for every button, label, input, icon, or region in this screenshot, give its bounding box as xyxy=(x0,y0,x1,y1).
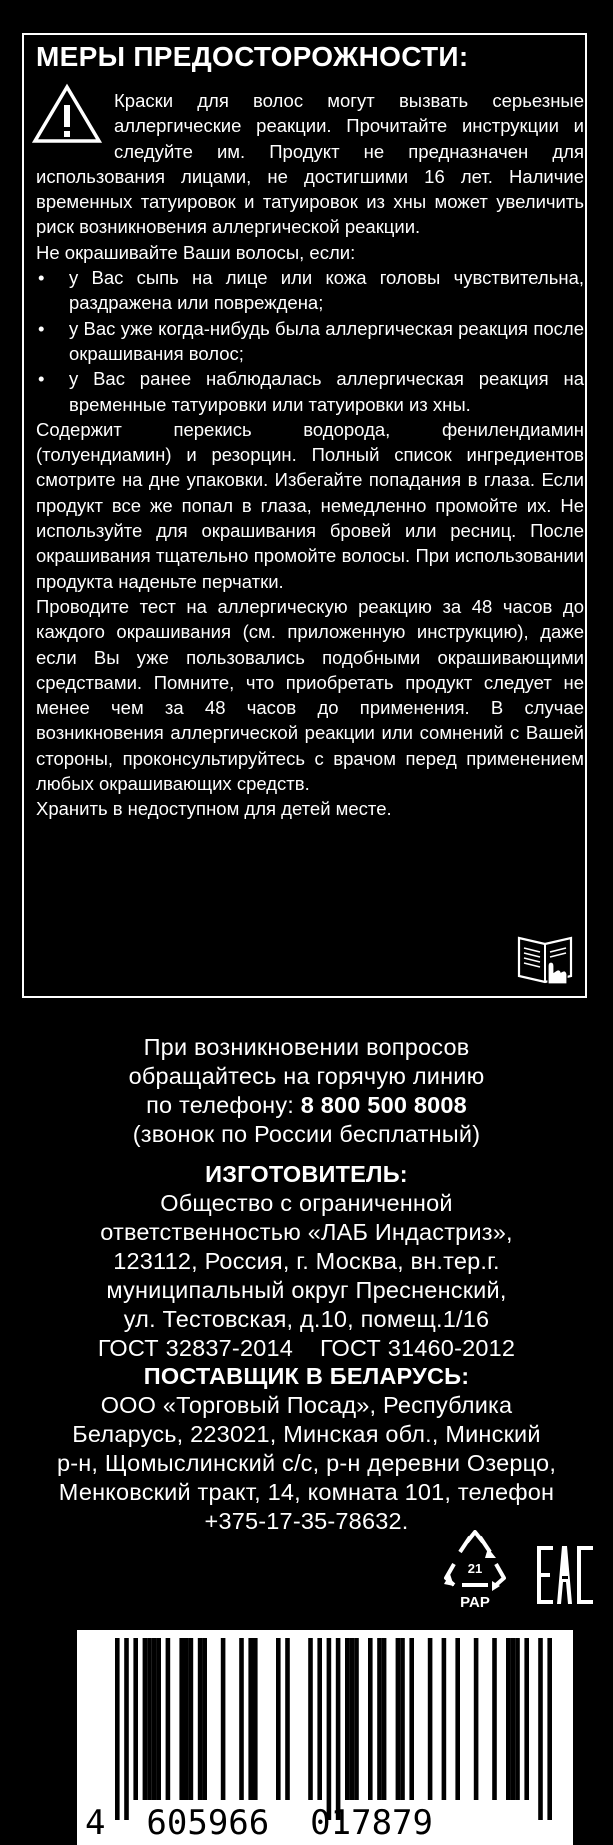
supplier-heading: ПОСТАВЩИК В БЕЛАРУСЬ: xyxy=(143,1363,470,1389)
recycle-number: 21 xyxy=(467,1561,483,1576)
barcode-bar xyxy=(253,1638,258,1800)
hotline-line: (звонок по России бесплатный) xyxy=(132,1121,481,1147)
barcode-bar xyxy=(400,1638,405,1800)
barcode-bar xyxy=(133,1638,138,1800)
barcode-bar xyxy=(184,1638,189,1800)
barcode-bar xyxy=(308,1638,313,1800)
supplier-line: р-н, Щомыслинский с/с, р-н деревни Озерцо, xyxy=(56,1450,557,1476)
barcode-bar xyxy=(492,1638,497,1800)
barcode-bar xyxy=(428,1638,433,1800)
eac-logo xyxy=(537,1546,593,1604)
barcode-digits: 4 605966 017879 xyxy=(85,1803,433,1843)
barcode-guard-bar xyxy=(336,1638,341,1820)
supplier-info xyxy=(0,1362,613,1536)
barcode-bar xyxy=(143,1638,148,1800)
recycle-code: PAP xyxy=(460,1594,490,1610)
barcode-bar xyxy=(396,1638,401,1800)
precautions-box xyxy=(22,33,587,998)
ingredients-paragraph: Содержит перекись водорода, фенилендиамин (толуендиамин) и резорцин. Полный список ингредиентов смотрите на дне упаковки. Избегайте попадания в глаза. Если продукт все же попал в глаза, немедленно промойте их. Не используйте для окрашивания бровей или ресниц. После окрашивания тщательно промойте волосы. При использовании продукта наденьте перчатки. xyxy=(36,418,584,592)
barcode-bar xyxy=(345,1638,350,1800)
barcode-bar xyxy=(455,1638,460,1800)
barcode-bar xyxy=(239,1638,244,1800)
list-item xyxy=(36,366,584,417)
allergy-warning-paragraph: Краски для волос могут вызвать серьезные аллергические реакции. Прочитайте инструкции и следуйте им. Продукт не предназначен для использования лицами, не достигшими 16 лет. Наличие временных татуировок и татуировок из хны может увеличить риск возникновения аллергической реакции. xyxy=(36,90,584,238)
manufacturer-info xyxy=(0,1160,613,1363)
hotline-phone-line xyxy=(0,1091,613,1120)
barcode-bar xyxy=(179,1638,184,1800)
bullet-marker: • xyxy=(38,368,45,390)
hotline-info xyxy=(0,1033,613,1149)
barcode-guard-bar xyxy=(115,1638,120,1820)
barcode-bar xyxy=(350,1638,355,1800)
barcode-bar xyxy=(156,1638,161,1800)
barcode xyxy=(77,1630,573,1845)
storage-note: Хранить в недоступном для детей месте. xyxy=(36,798,392,820)
barcode-bar xyxy=(474,1638,479,1800)
bullet-marker: • xyxy=(38,317,45,339)
allergy-test-paragraph: Проводите тест на аллергическую реакцию за 48 часов до каждого окрашивания (см. приложенную инструкцию), даже если Вы уже пользовались подобными окрашивающими средствами. Помните, что приобретать продукт следует не менее чем за 48 часов до применения. В случае возникновения аллергической реакции или сомнений с Вашей стороны, проконсультируйтесь с врачом перед применением любых окрашивающих средств. xyxy=(36,595,584,795)
barcode-bar xyxy=(221,1638,226,1800)
barcode-bar xyxy=(515,1638,520,1800)
barcode-bar xyxy=(524,1638,529,1800)
manufacturer-line: ответственностью «ЛАБ Индастриз», xyxy=(100,1219,513,1245)
list-item-text: у Вас уже когда-нибудь была аллергическая реакция после окрашивания волос; xyxy=(69,317,584,364)
hotline-line: При возникновении вопросов xyxy=(143,1034,470,1060)
barcode-bar xyxy=(368,1638,373,1800)
barcode-bar xyxy=(202,1638,207,1800)
barcode-bar xyxy=(189,1638,194,1800)
barcode-bar xyxy=(248,1638,253,1800)
hotline-phone[interactable]: 8 800 500 8008 xyxy=(300,1092,467,1118)
manufacturer-line: 123112, Россия, г. Москва, вн.тер.г. xyxy=(113,1248,500,1274)
barcode-bar xyxy=(377,1638,382,1800)
barcode-bar xyxy=(506,1638,511,1800)
list-item xyxy=(36,316,584,367)
barcode-bar xyxy=(166,1638,171,1800)
barcode-bar xyxy=(442,1638,447,1800)
list-item-text: у Вас ранее наблюдалась аллергическая реакция на временные татуировки или татуировки из хны. xyxy=(69,368,584,415)
contraindication-list xyxy=(36,265,584,417)
barcode-guard-bar xyxy=(124,1638,129,1820)
hotline-line: обращайтесь на горячую линию xyxy=(128,1063,485,1089)
supplier-line: ООО «Торговый Посад», Республика xyxy=(100,1392,513,1418)
read-manual-icon xyxy=(515,928,575,986)
recycle-icon xyxy=(440,1530,510,1610)
barcode-bar xyxy=(409,1638,414,1800)
barcode-guard-bar xyxy=(538,1638,543,1820)
manufacturer-line: ул. Тестовская, д.10, помещ.1/16 xyxy=(123,1306,490,1332)
precautions-title: МЕРЫ ПРЕДОСТОРОЖНОСТИ: xyxy=(36,41,469,72)
barcode-bar xyxy=(317,1638,322,1800)
barcode-bar xyxy=(285,1638,290,1800)
list-item xyxy=(36,265,584,316)
manufacturer-heading: ИЗГОТОВИТЕЛЬ: xyxy=(205,1161,408,1187)
supplier-line: Менковский тракт, 14, комната 101, телефон xyxy=(58,1479,555,1505)
barcode-bar xyxy=(276,1638,281,1800)
barcode-guard-bar xyxy=(547,1638,552,1820)
barcode-bar xyxy=(382,1638,387,1800)
barcode-bar xyxy=(152,1638,157,1800)
precautions-text xyxy=(36,88,584,822)
hotline-phone-prefix: по телефону: xyxy=(146,1092,301,1118)
list-item-text: у Вас сыпь на лице или кожа головы чувствительна, раздражена или повреждена; xyxy=(69,267,584,314)
do-not-dye-intro: Не окрашивайте Ваши волосы, если: xyxy=(36,241,356,263)
barcode-bar xyxy=(511,1638,516,1800)
barcode-bar xyxy=(198,1638,203,1800)
standards-line: ГОСТ 32837-2014 ГОСТ 31460-2012 xyxy=(97,1335,516,1361)
barcode-guard-bar xyxy=(327,1638,332,1820)
supplier-line: +375-17-35-78632. xyxy=(204,1508,409,1534)
supplier-line: Беларусь, 223021, Минская обл., Минский xyxy=(72,1421,541,1447)
bullet-marker: • xyxy=(38,267,45,289)
manufacturer-line: Общество с ограниченной xyxy=(160,1190,453,1216)
barcode-bar xyxy=(354,1638,359,1800)
barcode-bar xyxy=(147,1638,152,1800)
manufacturer-line: муниципальный округ Пресненский, xyxy=(106,1277,507,1303)
